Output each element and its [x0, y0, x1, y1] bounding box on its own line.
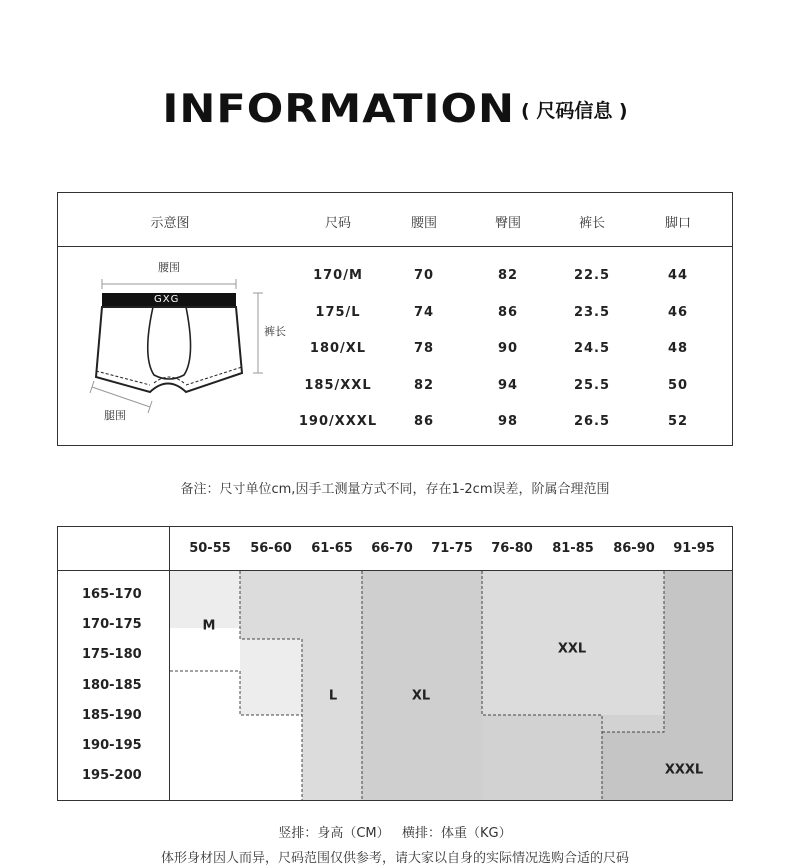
cell-size: 190/XXXL	[298, 414, 378, 429]
cell-length: 25.5	[573, 378, 611, 393]
height-row-label: 185-190	[82, 708, 142, 723]
cell-length: 23.5	[573, 305, 611, 320]
diagram-length-label: 裤长	[264, 325, 286, 338]
diagram-brand-label: GXG	[154, 294, 180, 305]
cell-waist: 78	[413, 341, 435, 356]
size-table	[57, 192, 733, 446]
cell-size: 185/XXL	[304, 378, 372, 393]
zone-label-xxxl: XXXL	[664, 762, 704, 778]
weight-column-label: 81-85	[552, 541, 594, 556]
underwear-diagram	[58, 247, 298, 447]
cell-length: 26.5	[573, 414, 611, 429]
cell-waist: 86	[413, 414, 435, 429]
grid-header-divider	[170, 570, 733, 571]
weight-column-label: 66-70	[371, 541, 413, 556]
weight-column-label: 86-90	[613, 541, 655, 556]
disclaimer: 体形身材因人而异，尺码范围仅供参考，请大家以自身的实际情况选购合适的尺码	[160, 851, 629, 866]
height-row-label: 195-200	[82, 768, 142, 783]
zone-label-xl: XL	[411, 688, 431, 704]
cell-cuff: 46	[667, 305, 689, 320]
cell-cuff: 50	[667, 378, 689, 393]
weight-column-label: 50-55	[189, 541, 231, 556]
cell-waist: 82	[413, 378, 435, 393]
cell-hip: 94	[497, 378, 519, 393]
diagram-waist-label: 腰围	[158, 261, 180, 274]
header-cuff: 脚口	[664, 216, 692, 231]
cell-waist: 70	[413, 268, 435, 283]
title-sub: ( 尺码信息 )	[521, 99, 628, 122]
cell-length: 22.5	[573, 268, 611, 283]
cell-cuff: 52	[667, 414, 689, 429]
cell-hip: 86	[497, 305, 519, 320]
cell-cuff: 44	[667, 268, 689, 283]
header-size: 尺码	[324, 216, 352, 231]
header-diagram: 示意图	[150, 216, 190, 231]
zone-label-xxl: XXL	[557, 641, 587, 657]
size-table-header	[58, 193, 732, 247]
title-main: INFORMATION	[162, 86, 516, 132]
height-row-label: 165-170	[82, 587, 142, 602]
diagram-leg-label: 腿围	[104, 409, 126, 422]
cell-size: 170/M	[313, 268, 363, 283]
zone-label-l: L	[328, 688, 338, 704]
height-row-label: 190-195	[82, 738, 142, 753]
cell-hip: 98	[497, 414, 519, 429]
height-row-label: 170-175	[82, 617, 142, 632]
weight-column-label: 91-95	[673, 541, 715, 556]
page-title	[0, 84, 790, 134]
size-guide-grid	[57, 526, 733, 801]
height-row-label: 180-185	[82, 678, 142, 693]
cell-cuff: 48	[667, 341, 689, 356]
weight-column-label: 71-75	[431, 541, 473, 556]
axis-legend: 竖排：身高（CM） 横排：体重（KG）	[278, 826, 512, 841]
underwear-illustration	[58, 247, 298, 447]
grid-corner	[58, 527, 170, 571]
size-note: 备注：尺寸单位cm,因手工测量方式不同，存在1-2cm误差，阶属合理范围	[180, 482, 610, 497]
zone-label-m: M	[202, 618, 216, 634]
cell-size: 175/L	[315, 305, 361, 320]
cell-hip: 82	[497, 268, 519, 283]
header-hip: 臀围	[494, 216, 522, 231]
header-length: 裤长	[578, 216, 606, 231]
weight-column-label: 76-80	[491, 541, 533, 556]
cell-waist: 74	[413, 305, 435, 320]
cell-length: 24.5	[573, 341, 611, 356]
header-waist: 腰围	[410, 216, 438, 231]
cell-size: 180/XL	[309, 341, 367, 356]
grid-row-divider	[169, 571, 170, 801]
cell-hip: 90	[497, 341, 519, 356]
weight-column-label: 56-60	[250, 541, 292, 556]
weight-column-label: 61-65	[311, 541, 353, 556]
height-row-label: 175-180	[82, 647, 142, 662]
